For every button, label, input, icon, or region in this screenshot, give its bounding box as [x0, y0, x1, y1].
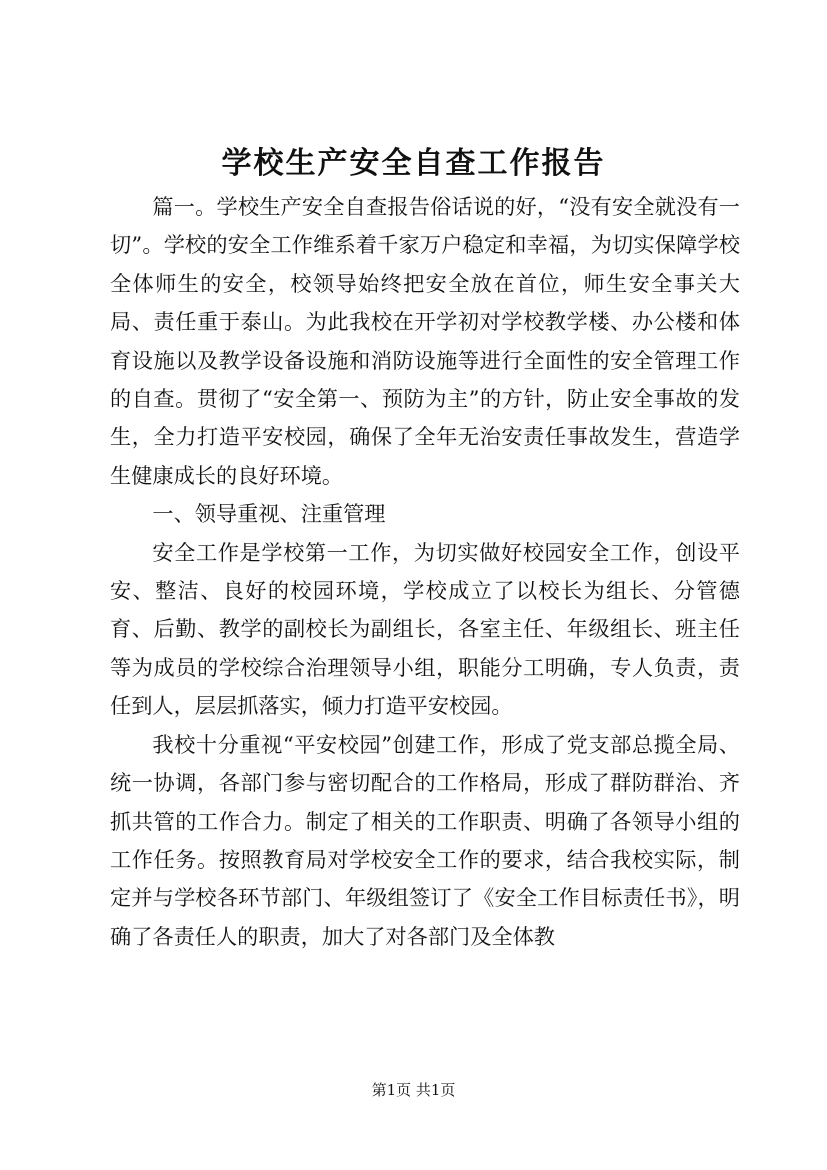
paragraph-safe-campus: 我校十分重视“平安校园”创建工作，形成了党支部总揽全局、统一协调，各部门参与密切配合的工作格局，形成了群防群治、齐抓共管的工作合力。制定了相关的工作职责、明确了各领导小组的工作任务。按照教育局对学校安全工作的要求，结合我校实际，制定并与学校各环节部门、年级组签订了《安全工作目标责任书》，明确了各责任人的职责，加大了对各部门及全体教	[110, 731, 740, 949]
section-heading: 一、领导重视、注重管理	[152, 501, 386, 527]
document-body	[110, 188, 740, 956]
paragraph-safety-work: 安全工作是学校第一工作，为切实做好校园安全工作，创设平安、整洁、良好的校园环境，学校成立了以校长为组长、分管德育、后勤、教学的副校长为副组长，各室主任、年级组长、班主任等为成员的学校综合治理领导小组，职能分工明确，专人负责，责任到人，层层抓落实，倾力打造平安校园。	[110, 539, 740, 719]
page-footer: 第1页 共1页	[371, 1081, 456, 1099]
paragraph-intro: 篇一。学校生产安全自查报告俗话说的好，“没有安全就没有一切”。学校的安全工作维系着千家万户稳定和幸福，为切实保障学校全体师生的安全，校领导始终把安全放在首位，师生安全事关大局、责任重于泰山。为此我校在开学初对学校教学楼、办公楼和体育设施以及教学设备设施和消防设施等进行全面性的安全管理工作的自查。贯彻了“安全第一、预防为主”的方针，防止安全事故的发生，全力打造平安校园，确保了全年无治安责任事故发生，营造学生健康成长的良好环境。	[110, 194, 740, 488]
document-title: 学校生产安全自查工作报告	[221, 146, 606, 181]
